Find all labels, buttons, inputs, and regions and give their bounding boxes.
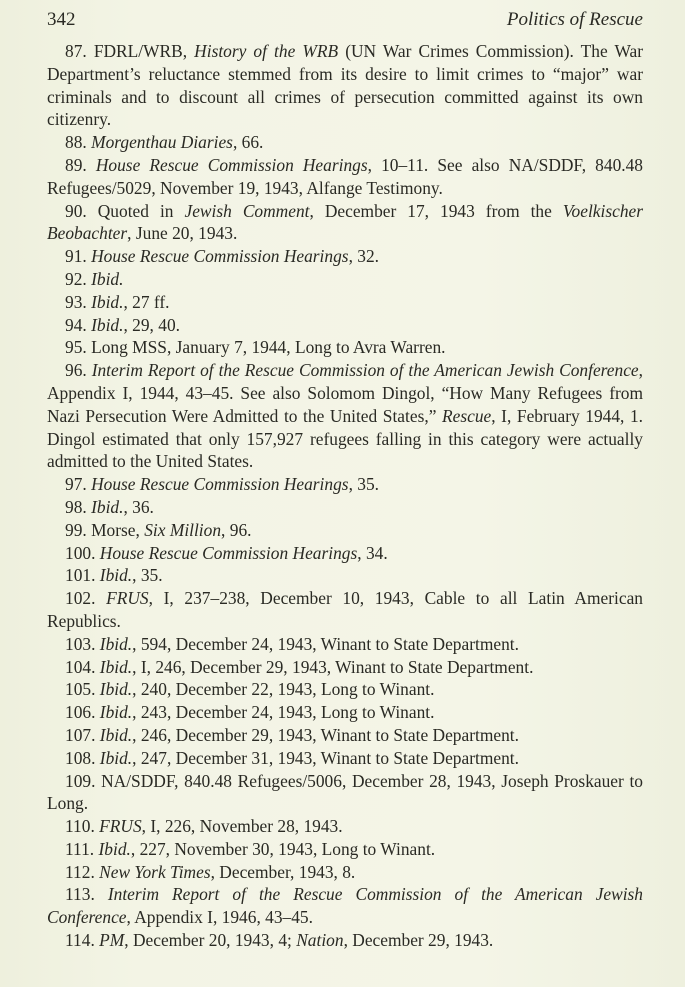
endnote-title-italic: FRUS (106, 588, 149, 609)
endnote-text: , 29, 40. (123, 314, 180, 335)
endnote-number: 94. (65, 314, 92, 335)
endnote-title-italic: House Rescue Commission Hearings (91, 474, 349, 495)
endnote-text: , 227, November 30, 1943, Long to Winant. (130, 838, 436, 859)
endnote-number: 110. (65, 816, 100, 837)
endnote-number: 87. (65, 41, 94, 61)
endnote-97 (47, 473, 643, 496)
endnote-91 (47, 245, 643, 268)
endnote-number: 95. (65, 337, 92, 358)
endnote-title-italic: Ibid. (91, 268, 124, 289)
endnote-text: , I, 246, December 29, 1943, Winant to State Department. (132, 656, 534, 677)
endnote-99 (47, 519, 643, 542)
endnote-title-italic: Morgenthau Diaries (91, 132, 233, 153)
endnote-text: , 96. (221, 519, 252, 540)
endnote-number: 113. (65, 884, 108, 905)
endnote-title-italic: Ibid. (99, 679, 133, 700)
page-header (47, 8, 643, 32)
endnote-number: 102. (65, 588, 107, 609)
endnote-title-italic: Interim Report of the Rescue Commission of the American Jewish Conference (47, 884, 644, 928)
endnote-text: , June 20, 1943. (127, 223, 238, 244)
endnote-text: , 10–11. See also NA/SDDF, 840.48 Refugees/5029, November 19, 1943, Alfange Testimony. (47, 154, 643, 198)
endnote-88 (47, 131, 643, 154)
endnote-number: 88. (65, 132, 92, 153)
endnote-106 (47, 701, 643, 724)
endnote-114 (47, 929, 643, 952)
endnote-number: 106. (65, 702, 100, 723)
endnote-number: 103. (65, 633, 100, 654)
endnote-number: 90. (65, 200, 98, 221)
endnote-102 (47, 587, 643, 633)
endnote-title-italic: House Rescue Commission Hearings (95, 154, 368, 175)
endnote-title-italic: Jewish Comment (184, 200, 310, 221)
endnote-text: , Appendix I, 1946, 43–45. (126, 907, 313, 928)
endnote-105 (47, 678, 643, 701)
endnote-text: Quoted in (97, 200, 185, 221)
endnote-112 (47, 861, 643, 884)
endnote-title-italic: Ibid. (98, 838, 131, 859)
endnote-text: , 36. (123, 496, 154, 517)
endnote-title-italic: History of the WRB (194, 41, 339, 61)
endnote-title-italic: Nation (296, 930, 344, 951)
endnote-title-italic: FRUS (99, 816, 142, 837)
running-head: Politics of Rescue (506, 9, 643, 30)
endnote-title-italic: New York Times (99, 861, 211, 882)
endnote-94 (47, 314, 643, 337)
endnote-107 (47, 724, 643, 747)
endnote-text: Long MSS, January 7, 1944, Long to Avra Warren. (91, 337, 446, 358)
endnote-95 (47, 336, 643, 359)
endnote-text: , December 29, 1943. (343, 930, 494, 951)
endnote-text: , 35. (132, 565, 163, 586)
endnote-104 (47, 656, 643, 679)
endnote-number: 98. (65, 496, 92, 517)
endnote-number: 93. (65, 291, 92, 312)
endnote-title-italic: Rescue (442, 405, 492, 426)
endnote-title-italic: Ibid. (99, 656, 133, 677)
endnote-98 (47, 496, 643, 519)
endnote-text: NA/SDDF, 840.48 Refugees/5006, December 28, 1943, Joseph Proskauer to Long. (47, 770, 644, 814)
endnote-title-italic: House Rescue Commission Hearings (91, 246, 349, 267)
endnote-text: , 594, December 24, 1943, Winant to State Department. (132, 633, 519, 654)
endnote-number: 91. (65, 246, 92, 267)
endnote-111 (47, 838, 643, 861)
endnote-101 (47, 564, 643, 587)
endnote-title-italic: Ibid. (99, 633, 133, 654)
endnotes-list (47, 40, 643, 952)
endnote-number: 114. (65, 930, 100, 951)
endnote-109 (47, 770, 643, 816)
endnote-title-italic: Ibid. (99, 724, 133, 745)
endnote-text: , 66. (232, 132, 264, 153)
endnote-title-italic: Ibid. (99, 565, 133, 586)
endnote-text: , I, 226, November 28, 1943. (141, 816, 343, 837)
endnote-title-italic: Six Million (144, 519, 222, 540)
endnote-title-italic: Ibid. (99, 702, 133, 723)
endnote-92 (47, 268, 643, 291)
endnote-title-italic: Ibid. (91, 314, 124, 335)
endnote-number: 107. (65, 724, 100, 745)
endnote-text: , December, 1943, 8. (210, 861, 356, 882)
endnote-number: 109. (65, 770, 102, 791)
endnote-text: , I, 237–238, December 10, 1943, Cable to all Latin American Republics. (47, 588, 643, 631)
endnote-110 (47, 815, 643, 838)
endnote-text: (UN War Crimes Commission). The War Department’s reluctance stemmed from its desire to limit crimes to “major” war criminals and to discount all crimes of persecution committed against its own citizenry. (47, 41, 643, 130)
endnote-title-italic: Ibid. (91, 291, 124, 312)
endnote-text: , December 17, 1943 from the (309, 200, 563, 221)
endnote-number: 99. (65, 519, 92, 540)
endnote-90 (47, 200, 643, 246)
endnote-text: , 34. (357, 542, 388, 563)
endnote-number: 101. (65, 565, 100, 586)
endnote-103 (47, 633, 643, 656)
endnote-title-italic: Voelkischer Beobachter (47, 200, 644, 244)
endnote-89 (47, 154, 643, 200)
endnote-title-italic: Interim Report of the Rescue Commission of the American Jewish Conference (91, 360, 639, 381)
endnote-number: 104. (65, 656, 100, 677)
endnote-113 (47, 883, 643, 929)
endnote-title-italic: PM (99, 930, 125, 951)
endnote-number: 92. (65, 268, 92, 289)
endnote-text: , 247, December 31, 1943, Winant to State Department. (132, 747, 519, 768)
endnote-87 (47, 40, 643, 131)
endnote-text: , 243, December 24, 1943, Long to Winant. (132, 702, 435, 723)
endnote-text: , December 20, 1943, 4; (124, 930, 297, 951)
endnote-text: Morse, (91, 519, 145, 540)
endnote-number: 111. (65, 838, 99, 859)
endnote-number: 89. (65, 154, 96, 175)
endnote-108 (47, 747, 643, 770)
endnote-number: 108. (65, 747, 100, 768)
endnote-93 (47, 291, 643, 314)
endnote-number: 96. (65, 360, 92, 381)
endnote-number: 105. (65, 679, 100, 700)
endnote-number: 100. (65, 542, 100, 563)
endnote-number: 112. (65, 861, 100, 882)
endnote-title-italic: House Rescue Commission Hearings (99, 542, 358, 563)
page-number: 342 (47, 9, 76, 30)
endnote-text: , 27 ff. (123, 291, 170, 312)
endnote-text: FDRL/WRB, (93, 41, 195, 61)
endnote-text: , 35. (348, 474, 379, 495)
endnote-number: 97. (65, 474, 92, 495)
endnote-96 (47, 359, 643, 473)
endnote-text: , 246, December 29, 1943, Winant to State Department. (132, 724, 519, 745)
endnote-text: , 32. (348, 246, 379, 267)
endnote-title-italic: Ibid. (91, 496, 124, 517)
endnote-text: , 240, December 22, 1943, Long to Winant. (132, 679, 435, 700)
endnote-text: , Appendix I, 1944, 43–45. See also Solomom Dingol, “How Many Refugees from Nazi Persecution Were Admitted to the United States,” (47, 360, 643, 426)
endnote-100 (47, 542, 643, 565)
endnote-text: , I, February 1944, 1. Dingol estimated that only 157,927 refugees falling in this category were actually admitted to the United States. (47, 405, 644, 472)
endnote-title-italic: Ibid. (99, 747, 133, 768)
